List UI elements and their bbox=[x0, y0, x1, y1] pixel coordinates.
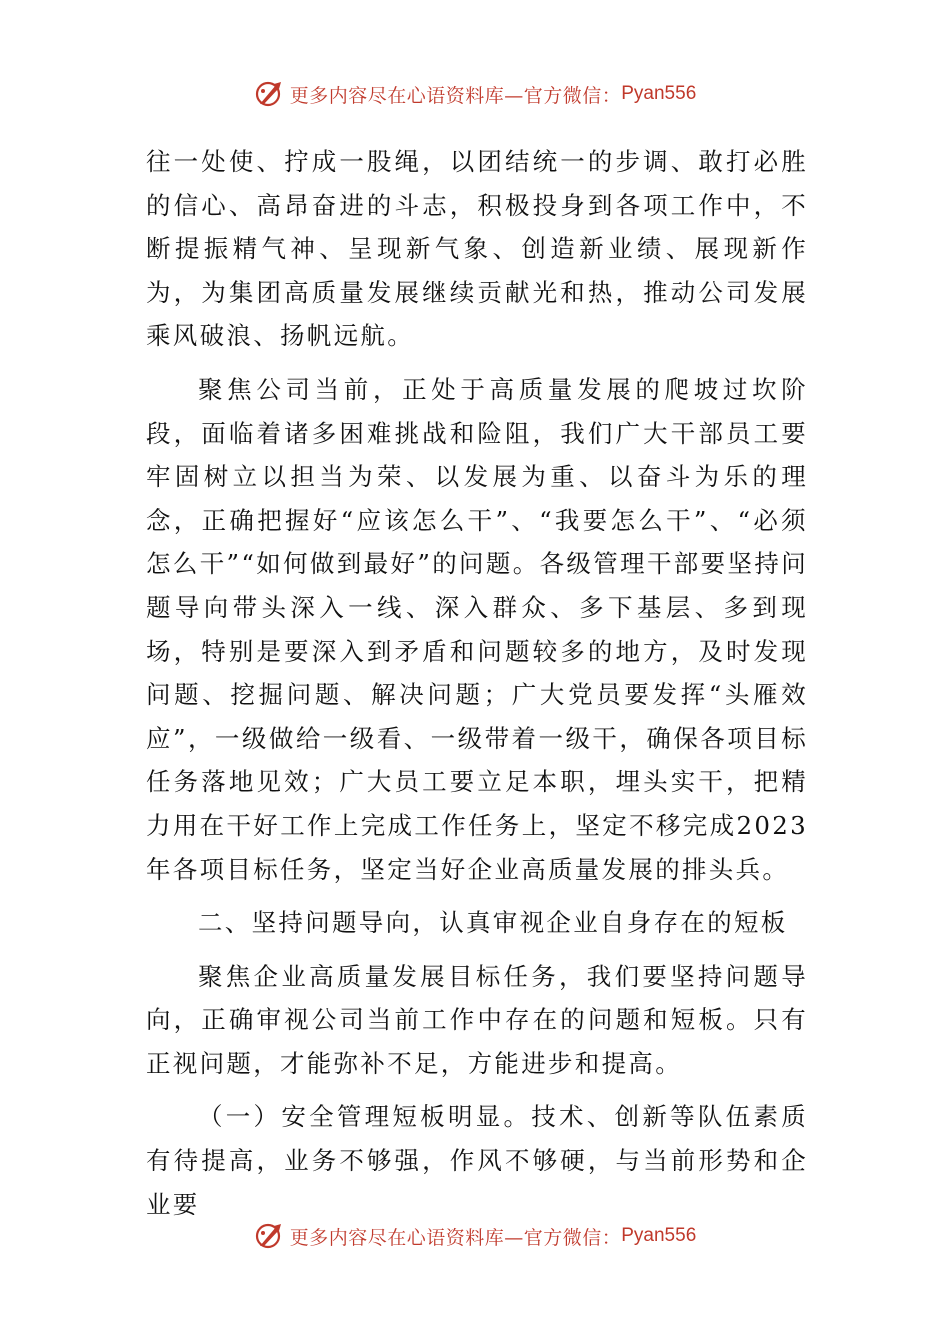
paragraph-continuation: 往一处使、拧成一股绳，以团结统一的步调、敢打必胜的信心、高昂奋进的斗志，积极投身到各项工作中，不断提振精气神、呈现新气象、创造新业绩、展现新作为，为集团高质量发展继续贡献光和热，推动公司发展乘风破浪、扬帆远航。 bbox=[146, 147, 808, 351]
paragraph-problem-orientation: 聚焦企业高质量发展目标任务，我们要坚持问题导向，正确审视公司当前工作中存在的问题和短板。只有正视问题，才能弥补不足，方能进步和提高。 bbox=[146, 961, 808, 1078]
quill-logo-icon bbox=[254, 79, 284, 109]
paragraph-safety-management: （一）安全管理短板明显。技术、创新等队伍素质有待提高，业务不够强，作风不够硬，与当前形势和企业要 bbox=[146, 1102, 808, 1219]
watermark-text: 更多内容尽在心语资料库—官方微信： bbox=[289, 1226, 622, 1249]
quill-logo-icon bbox=[254, 1221, 284, 1251]
section-heading-two: 二、坚持问题导向，认真审视企业自身存在的短板 bbox=[198, 908, 788, 938]
watermark-handle: Pyan556 bbox=[621, 1225, 697, 1246]
watermark-header bbox=[0, 74, 950, 114]
paragraph-focus-current: 聚焦公司当前，正处于高质量发展的爬坡过坎阶段，面临着诸多困难挑战和险阻，我们广大干部员工要牢固树立以担当为荣、以发展为重、以奋斗为乐的理念，正确把握好“应该怎么干”、“我要怎么干”、“必须怎么干”“如何做到最好”的问题。各级管理干部要坚持问题导向带头深入一线、深入群众、多下基层、多到现场，特别是要深入到矛盾和问题较多的地方，及时发现问题、挖掘问题、解决问题；广大党员要发挥“头雁效应”，一级做给一级看、一级带着一级干，确保各项目标任务落地见效；广大员工要立足本职，埋头实干，把精力用在干好工作上完成工作任务上，坚定不移完成2023年各项目标任务，坚定当好企业高质量发展的排头兵。 bbox=[146, 374, 808, 884]
watermark-handle: Pyan556 bbox=[621, 83, 697, 104]
watermark-text: 更多内容尽在心语资料库—官方微信： bbox=[289, 84, 622, 107]
watermark-footer bbox=[0, 1216, 950, 1256]
document-body bbox=[146, 140, 808, 1226]
